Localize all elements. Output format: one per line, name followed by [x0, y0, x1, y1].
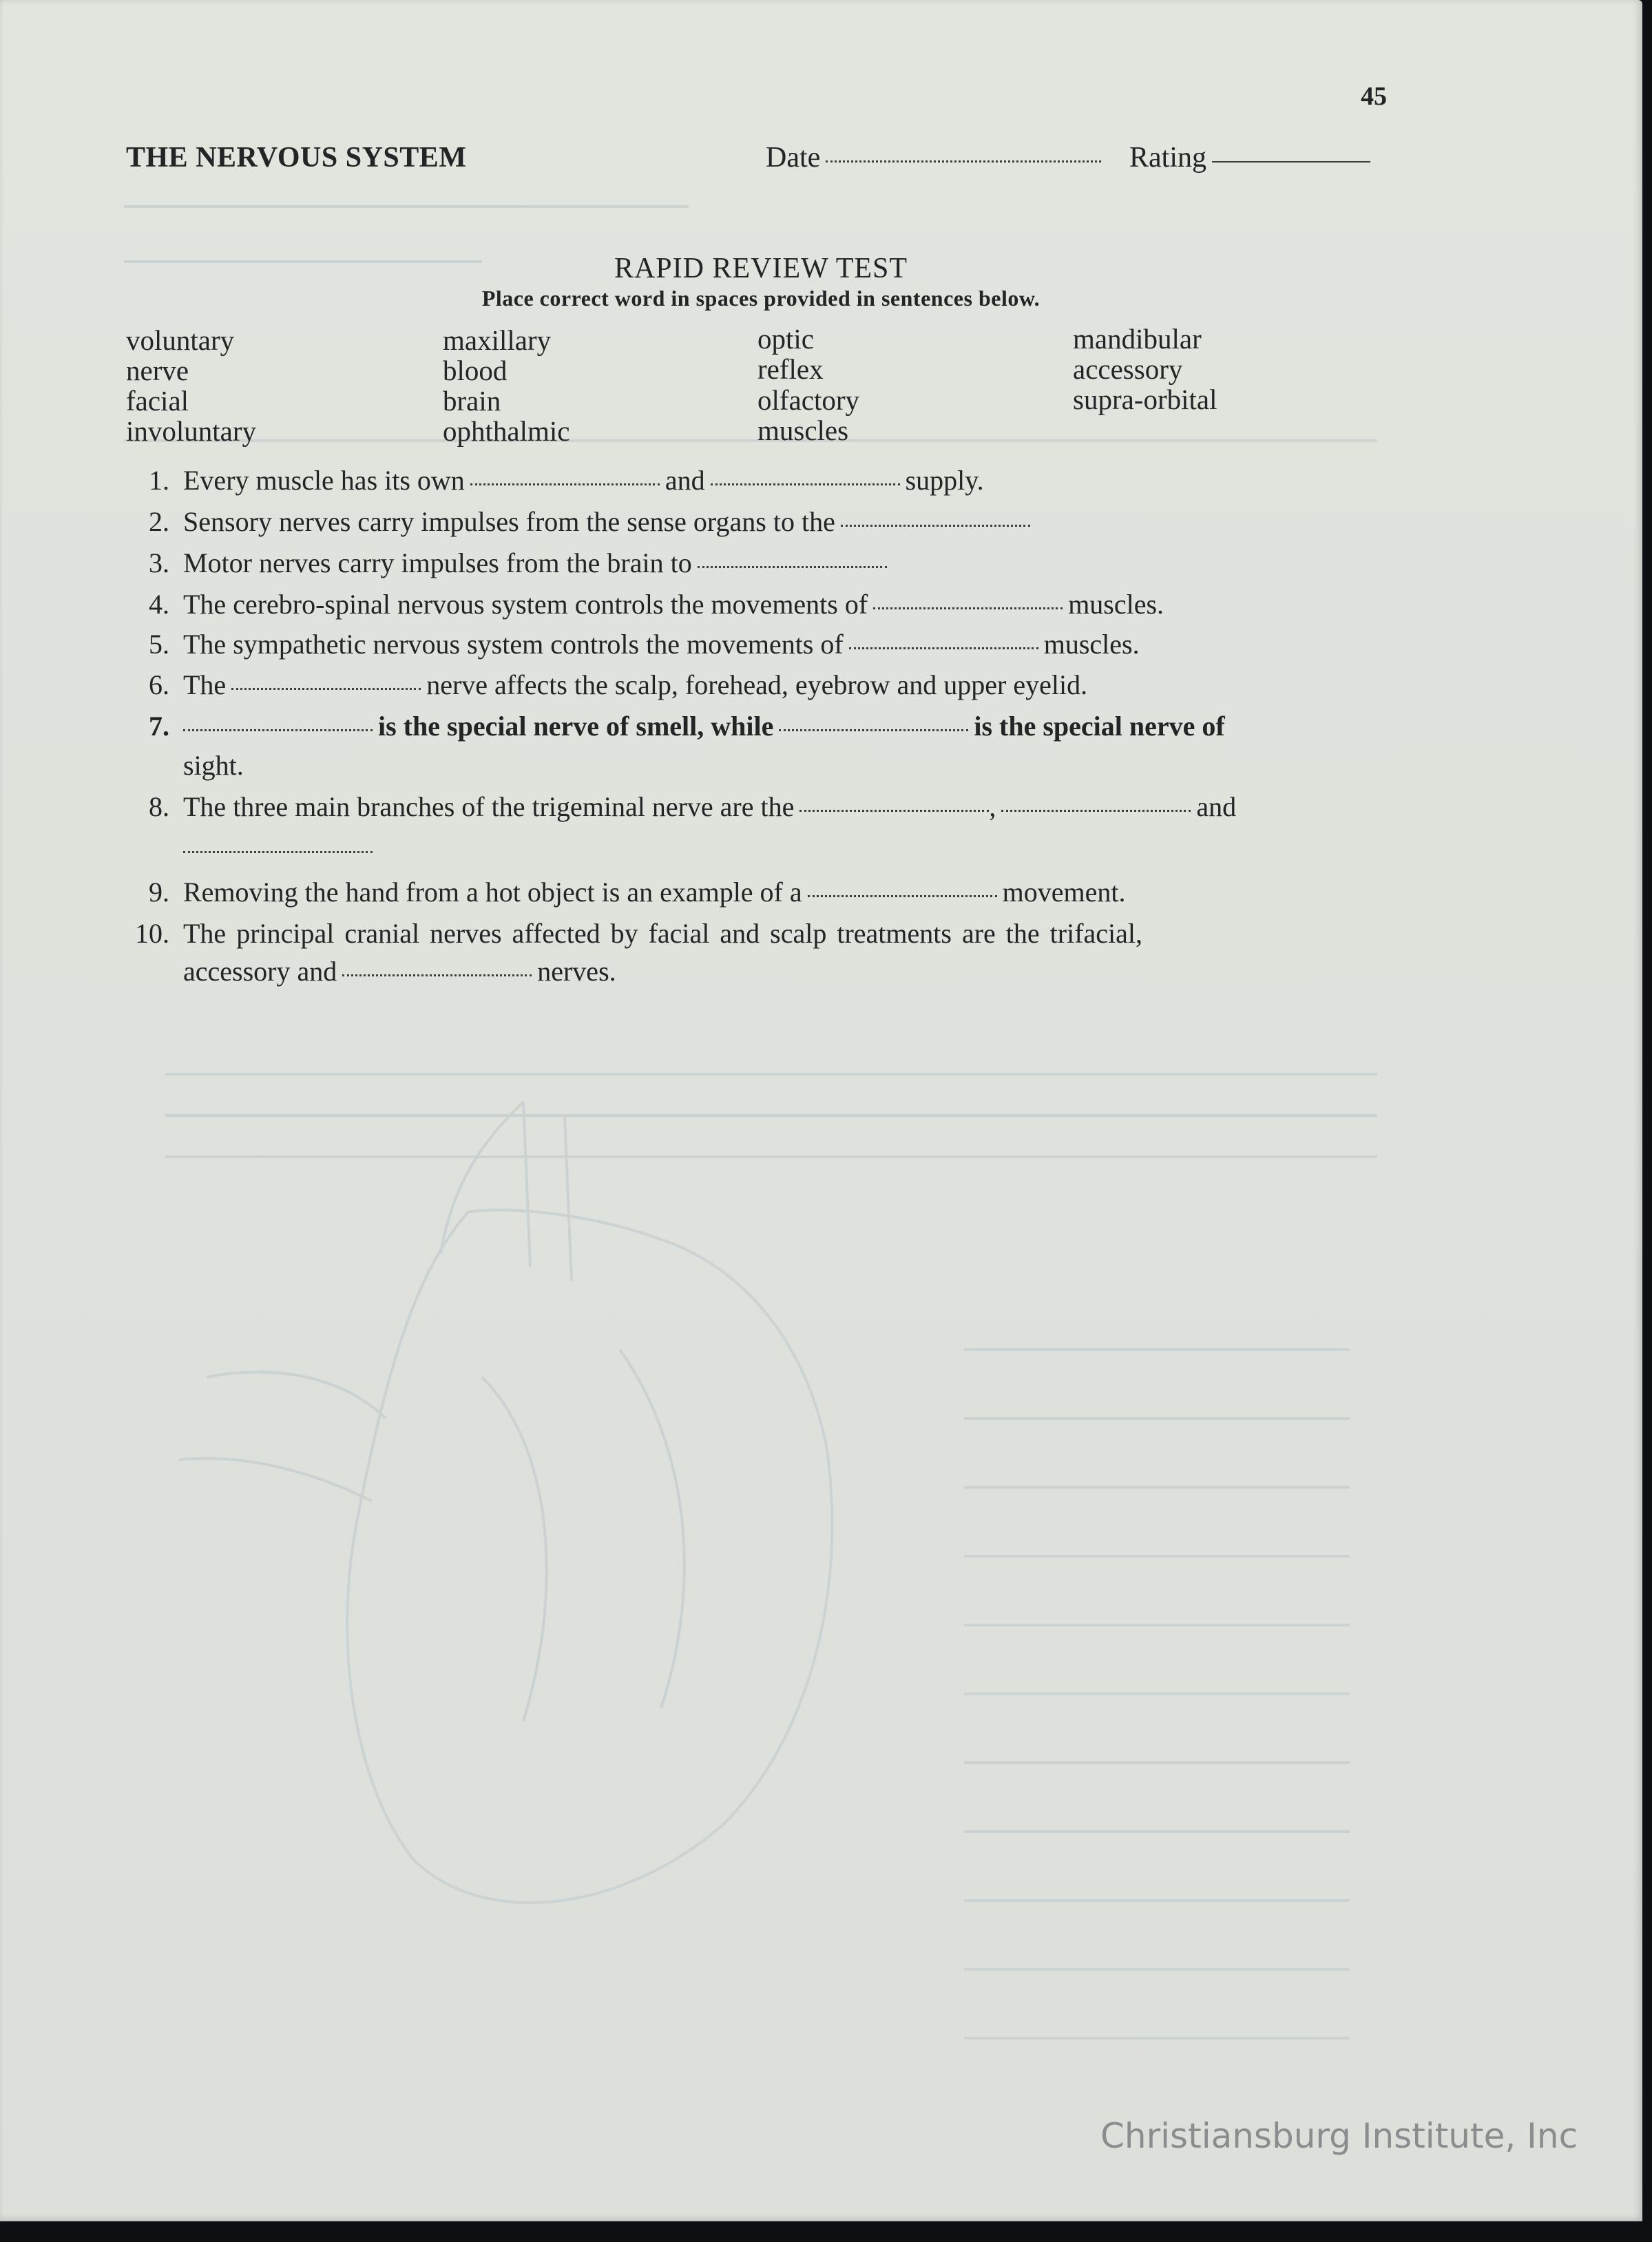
question-number: 10. [135, 918, 169, 949]
test-title: RAPID REVIEW TEST [614, 253, 908, 284]
question-text: Removing the hand from a hot object is an example of a [183, 877, 802, 908]
answer-blank[interactable] [698, 565, 887, 568]
question-text: is the special nerve of smell, while [378, 711, 774, 742]
question-text: nerves. [537, 956, 616, 987]
question-6 [183, 669, 1087, 701]
question-text: Motor nerves carry impulses from the brain to [183, 547, 692, 578]
question-9 [183, 876, 1126, 908]
question-text: is the special nerve of [974, 711, 1225, 742]
question-10-continued [183, 955, 616, 987]
question-text: muscles. [1043, 629, 1140, 660]
word-bank-item: nerve [126, 355, 189, 386]
question-text: The sympathetic nervous system controls the movements of [183, 629, 844, 660]
answer-blank[interactable] [779, 728, 968, 731]
test-instruction: Place correct word in spaces provided in sentences below. [481, 286, 1041, 311]
question-text: , [989, 791, 996, 822]
question-number: 2. [149, 506, 169, 537]
question-number: 9. [149, 877, 169, 908]
question-text: and [1196, 791, 1237, 822]
question-text: The three main branches of the trigeminal nerve are the [183, 791, 795, 822]
question-text: supply. [905, 465, 984, 496]
answer-blank[interactable] [183, 728, 373, 731]
word-bank-item: facial [126, 385, 189, 417]
word-bank-item: muscles [757, 415, 849, 446]
word-bank-item: optic [757, 323, 814, 355]
word-bank-item: supra-orbital [1073, 384, 1217, 415]
watermark-text: Christiansburg Institute, Inc [1100, 2116, 1578, 2156]
question-1 [183, 464, 984, 496]
word-bank-item: accessory [1073, 353, 1183, 385]
word-bank-item: brain [443, 385, 501, 417]
answer-blank[interactable] [849, 646, 1038, 649]
word-bank-item: blood [443, 355, 508, 386]
question-text: movement. [1002, 877, 1126, 908]
question-text: muscles. [1068, 589, 1164, 620]
word-bank-item: ophthalmic [443, 415, 570, 447]
question-2 [183, 505, 1036, 538]
question-7 [183, 710, 1225, 742]
section-title: THE NERVOUS SYSTEM [126, 142, 467, 174]
question-text: Every muscle has its own [183, 465, 465, 496]
answer-blank[interactable] [808, 894, 997, 897]
answer-blank[interactable] [799, 808, 989, 812]
question-5 [183, 628, 1140, 660]
question-text: and [665, 465, 705, 496]
question-10: The principal cranial nerves affected by facial and scalp treatments are the trifacial, [183, 918, 1143, 949]
word-bank-item: olfactory [757, 384, 859, 416]
page-number: 45 [1361, 82, 1387, 111]
question-number: 4. [149, 589, 169, 620]
question-number: 3. [149, 547, 169, 578]
question-8-continued [183, 832, 378, 864]
date-blank[interactable] [826, 159, 1101, 163]
date-label: Date [766, 142, 821, 174]
question-text: nerve affects the scalp, forehead, eyebrow and upper eyelid. [426, 669, 1088, 700]
word-bank-item: voluntary [126, 324, 235, 356]
question-4 [183, 588, 1164, 620]
answer-blank[interactable] [183, 850, 373, 853]
answer-blank[interactable] [231, 687, 421, 690]
word-bank-item: reflex [757, 353, 824, 385]
rating-label: Rating [1129, 142, 1206, 174]
word-bank-item: maxillary [443, 324, 552, 356]
date-field[interactable] [766, 141, 1107, 174]
question-text: Sensory nerves carry impulses from the sense organs to the [183, 506, 835, 537]
question-text: The cerebro-spinal nervous system controls the movements of [183, 589, 868, 620]
question-8 [183, 790, 1236, 823]
rating-blank[interactable] [1212, 160, 1370, 163]
question-number: 6. [149, 669, 169, 700]
answer-blank[interactable] [1001, 808, 1191, 812]
question-number: 1. [149, 465, 169, 496]
answer-blank[interactable] [470, 482, 660, 485]
word-bank-item: mandibular [1073, 323, 1202, 355]
question-number: 8. [149, 791, 169, 822]
answer-blank[interactable] [873, 606, 1063, 609]
rating-field[interactable] [1129, 141, 1376, 174]
question-7-continued: sight. [183, 750, 244, 781]
question-text: The [183, 669, 227, 700]
question-text: accessory and [183, 956, 337, 987]
question-3 [183, 547, 892, 579]
question-number: 7. [149, 711, 169, 742]
answer-blank[interactable] [711, 482, 900, 485]
answer-blank[interactable] [841, 523, 1030, 527]
answer-blank[interactable] [342, 973, 532, 976]
question-number: 5. [149, 629, 169, 660]
word-bank-item: involuntary [126, 415, 257, 447]
